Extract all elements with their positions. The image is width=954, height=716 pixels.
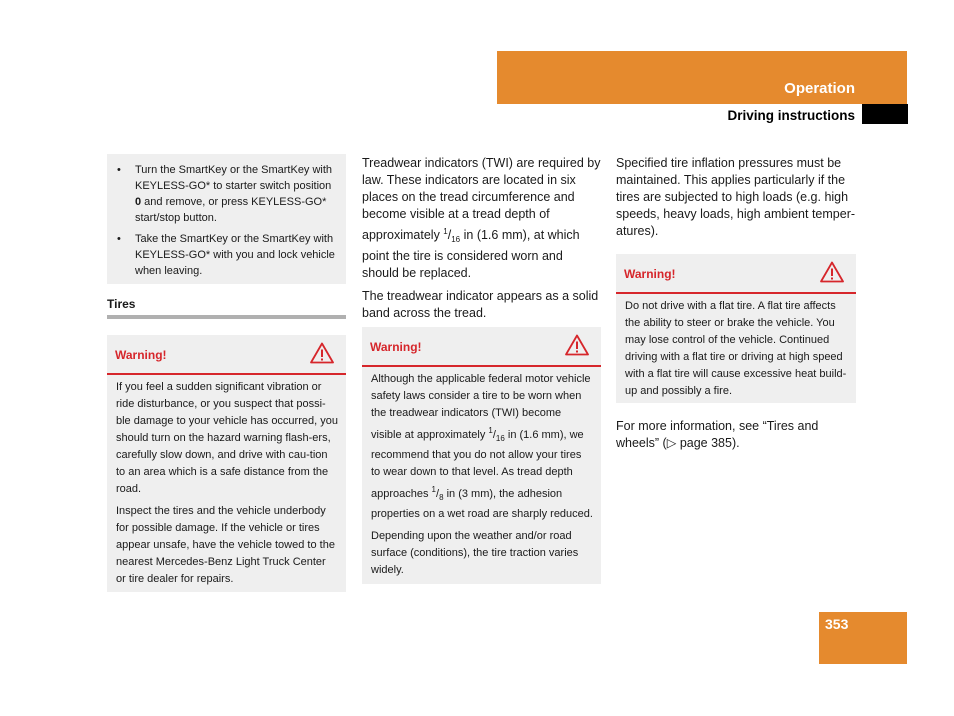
bullet-glyph: •	[117, 164, 121, 176]
list-item-bold: 0	[135, 196, 142, 208]
section-banner	[497, 51, 907, 104]
fraction-numerator: 1	[431, 485, 436, 494]
list-item-text: Turn the SmartKey or the SmartKey with KEYLESS-GO* to starter switch position	[135, 164, 333, 192]
fraction-slash: /	[447, 228, 452, 242]
warning-label: Warning!	[370, 340, 422, 354]
bullet-glyph: •	[117, 233, 121, 245]
column-3-text	[616, 155, 856, 246]
fraction-denominator: 8	[439, 493, 444, 502]
page-reference-arrow-icon: ▷	[666, 436, 677, 450]
treadwear-paragraph	[362, 155, 601, 282]
warning-header	[107, 335, 346, 375]
subsection-tab-marker	[862, 104, 908, 124]
fraction	[431, 485, 444, 502]
warning-header	[616, 254, 856, 294]
warning-label: Warning!	[115, 348, 167, 362]
warning-paragraph: Depending upon the weather and/or road surface (conditions), the tire traction varies widely.	[371, 530, 579, 576]
inflation-paragraph: Specified tire inflation pressures must be maintained. This applies particularly if the tires are subjected to high loads (e.g. high speeds, heavy loads, high ambient temper-atures).	[616, 156, 856, 238]
warning-paragraph: Do not drive with a flat tire. A flat tire affects the ability to steer or brake the vehicle. You may lose control of the vehicle. Continued driving with a flat tire or driving at high speed with a flat tire will cause excessive heat build-up and possibly a fire.	[625, 300, 847, 397]
fraction-denominator: 16	[451, 235, 461, 244]
text-run: in (1.6 mm), at which point the tire is considered worn and should be replaced.	[362, 228, 580, 280]
text-run: page 385).	[676, 436, 740, 450]
text-run: Although the applicable federal motor vehicle safety laws consider a tire to be worn when the treadwear indicators (TWI) become visible at approximately	[371, 373, 591, 441]
text-run: in (3 mm), the adhesion properties on a wet road are sharply reduced.	[371, 488, 593, 520]
fraction	[443, 228, 460, 242]
warning-body	[616, 294, 856, 411]
text-run: in (1.6 mm), we recommend that you do not allow your tires to wear down to that level. As tread depth approaches	[371, 429, 584, 500]
list-item	[117, 162, 338, 226]
page-number-box	[819, 612, 907, 664]
column-2-text	[362, 155, 601, 328]
fraction-numerator: 1	[488, 426, 493, 435]
more-info-text	[616, 418, 856, 458]
fraction-slash: /	[436, 488, 440, 500]
warning-triangle-icon	[565, 334, 589, 356]
page-number: 353	[825, 616, 849, 632]
instruction-list	[107, 154, 346, 279]
warning-box-vibration	[107, 335, 346, 592]
list-item	[117, 231, 338, 279]
text-run: Treadwear indicators (TWI) are required by law. These indicators are located in six places on the tread circumference and become visible at a tread depth of approximately	[362, 156, 601, 242]
more-info-paragraph	[616, 418, 856, 452]
fraction	[488, 426, 505, 443]
warning-paragraph: Inspect the tires and the vehicle underbody for possible damage. If the vehicle or tires appear unsafe, have the vehicle towed to the nearest Mercedes-Benz Light Truck Center or tire dealer for repairs.	[116, 505, 335, 585]
warning-triangle-icon	[820, 261, 844, 283]
warning-box-treadwear	[362, 327, 601, 584]
solid-band-paragraph: The treadwear indicator appears as a solid band across the tread.	[362, 289, 599, 320]
warning-body	[362, 367, 601, 590]
warning-header	[362, 327, 601, 367]
fraction-denominator: 16	[495, 434, 505, 443]
section-title: Operation	[784, 80, 855, 97]
list-item-text: and remove, or press KEYLESS-GO* start/stop button.	[135, 196, 327, 224]
heading-tires: Tires	[107, 297, 136, 311]
warning-body	[107, 375, 346, 599]
warning-paragraph: If you feel a sudden significant vibration or ride disturbance, or you suspect that possi-ble damage to your vehicle has occurred, you should turn on the hazard warning flash-ers, carefully slow down, and drive with cau-tion to an area which is a safe distance from the road.	[116, 381, 338, 495]
heading-rule	[107, 315, 346, 319]
fraction-slash: /	[492, 429, 496, 441]
instruction-box	[107, 154, 346, 284]
fraction-numerator: 1	[443, 227, 448, 236]
text-run: For more information, see “Tires and wheels” (	[616, 419, 819, 450]
subsection-title: Driving instructions	[727, 108, 855, 123]
list-item-text: Take the SmartKey or the SmartKey with KEYLESS-GO* with you and lock vehicle when leaving.	[135, 233, 335, 277]
warning-paragraph	[371, 371, 593, 523]
warning-label: Warning!	[624, 267, 676, 281]
warning-box-flat-tire	[616, 254, 856, 403]
warning-triangle-icon	[310, 342, 334, 364]
